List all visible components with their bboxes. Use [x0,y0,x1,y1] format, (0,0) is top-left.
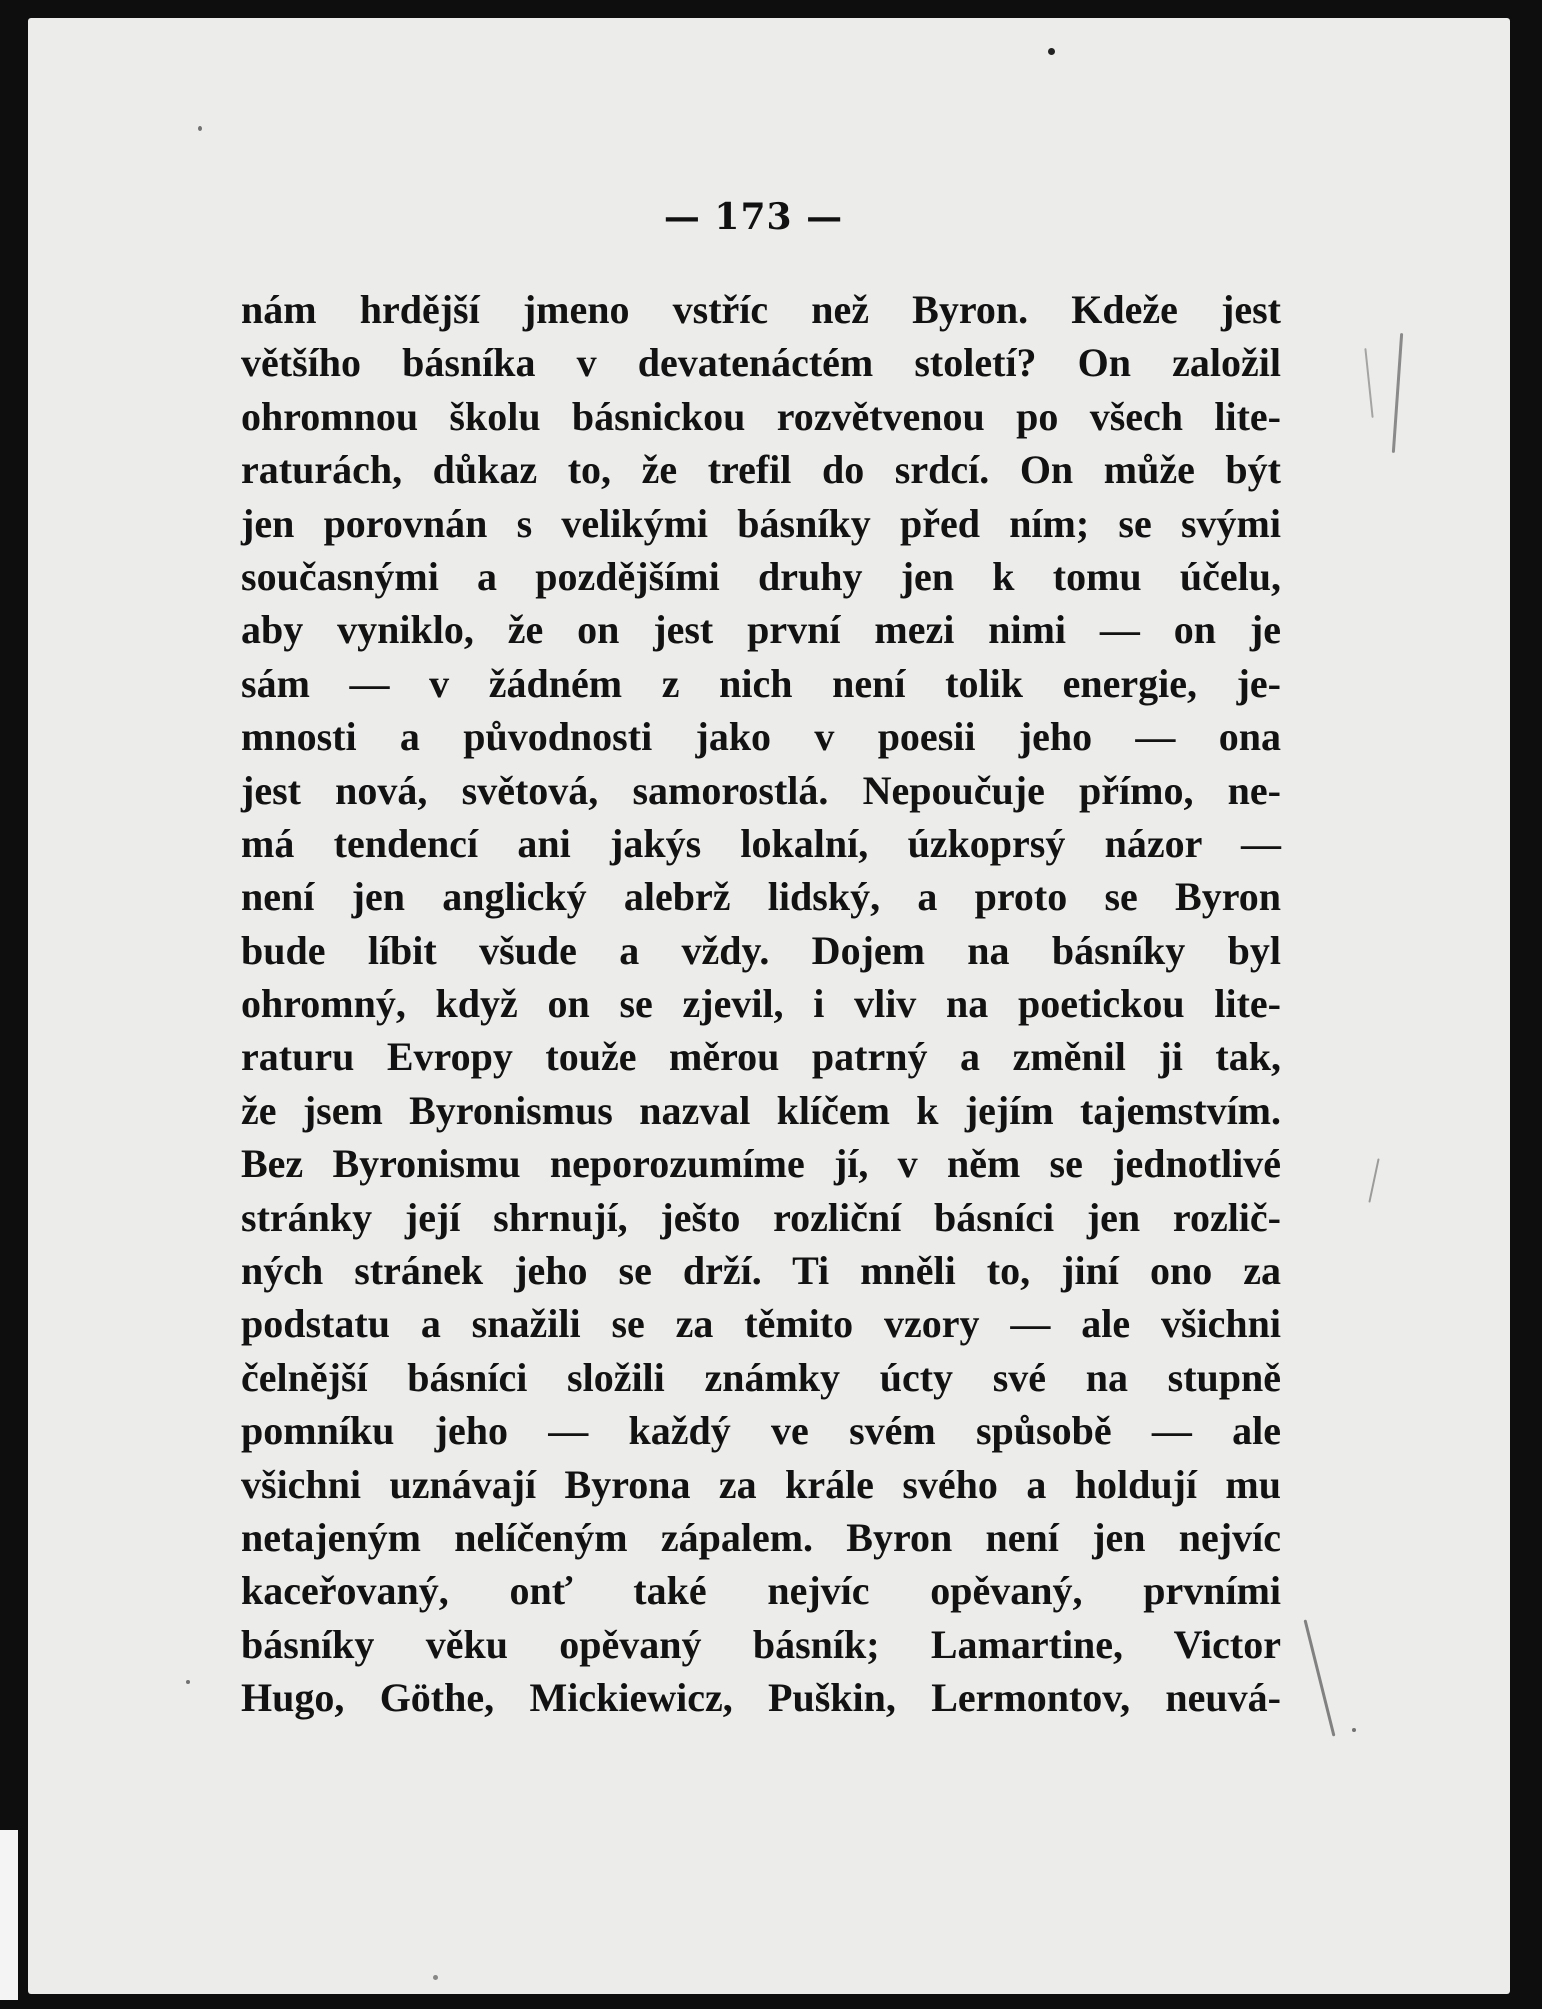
text-line: Hugo, Göthe, Mickiewicz, Puškin, Lermontov, neuvá- [241,1675,1281,1721]
text-line: ohromný, když on se zjevil, i vliv na poetickou lite- [241,981,1281,1027]
text-line: pomníku jeho — každý ve svém spůsobě — ale [241,1408,1281,1454]
text-line: většího básníka v devatenáctém století? On založil [241,340,1281,386]
text-line: má tendencí ani jakýs lokalní, úzkoprsý názor — [241,820,1281,866]
paper-speck [186,1680,190,1684]
text-line: Bez Byronismu neporozumíme jí, v něm se jednotlivé [241,1141,1281,1187]
text-line: jen porovnán s velikými básníky před ním; se svými [241,500,1281,546]
text-line: sám — v žádném z nich není tolik energie, je- [241,660,1281,706]
page-number: — 173 — [663,196,844,238]
paper-speck [433,1975,438,1980]
body-text [241,283,1281,1725]
text-line: aby vyniklo, že on jest první mezi nimi — on je [241,607,1281,653]
text-line: kaceřovaný, onť také nejvíc opěvaný, prvními [241,1568,1281,1614]
text-line: raturách, důkaz to, že trefil do srdcí. On může být [241,447,1281,493]
text-line: není jen anglický alebrž lidský, a proto se Byron [241,874,1281,920]
text-line: ných stránek jeho se drží. Ti mněli to, jiní ono za [241,1248,1281,1294]
paper-speck [1352,1728,1356,1732]
text-line: podstatu a snažili se za těmito vzory — ale všichni [241,1301,1281,1347]
paper-speck [1048,48,1055,55]
text-line: básníky věku opěvaný básník; Lamartine, Victor [241,1621,1281,1667]
text-line: raturu Evropy touže měrou patrný a změnil ji tak, [241,1034,1281,1080]
text-line: nám hrdější jmeno vstříc než Byron. Kdeže jest [241,287,1281,332]
text-line: ohromnou školu básnickou rozvětvenou po všech lite- [241,393,1281,439]
text-line: čelnější básníci složili známky úcty své na stupně [241,1354,1281,1400]
text-line: současnými a pozdějšími druhy jen k tomu účelu, [241,553,1281,599]
text-line: mnosti a původnosti jako v poesii jeho — ona [241,714,1281,760]
margin-pencil-mark [1368,1158,1379,1202]
margin-pencil-mark [1364,348,1373,418]
text-line: jest nová, světová, samorostlá. Nepoučuje přímo, ne- [241,767,1281,813]
text-line: netajeným nelíčeným zápalem. Byron není jen nejvíc [241,1514,1281,1560]
text-line: že jsem Byronismus nazval klíčem k jejím tajemstvím. [241,1087,1281,1133]
margin-pencil-mark [1392,333,1403,453]
text-line: všichni uznávají Byrona za krále svého a holdují mu [241,1461,1281,1507]
text-line: bude líbit všude a vždy. Dojem na básníky byl [241,927,1281,973]
margin-pencil-mark [1304,1619,1336,1736]
text-line: stránky její shrnují, ješto rozliční básníci jen rozlič- [241,1194,1281,1240]
book-page [28,18,1510,1994]
binding-edge [0,1830,18,2000]
paper-speck [198,126,202,131]
